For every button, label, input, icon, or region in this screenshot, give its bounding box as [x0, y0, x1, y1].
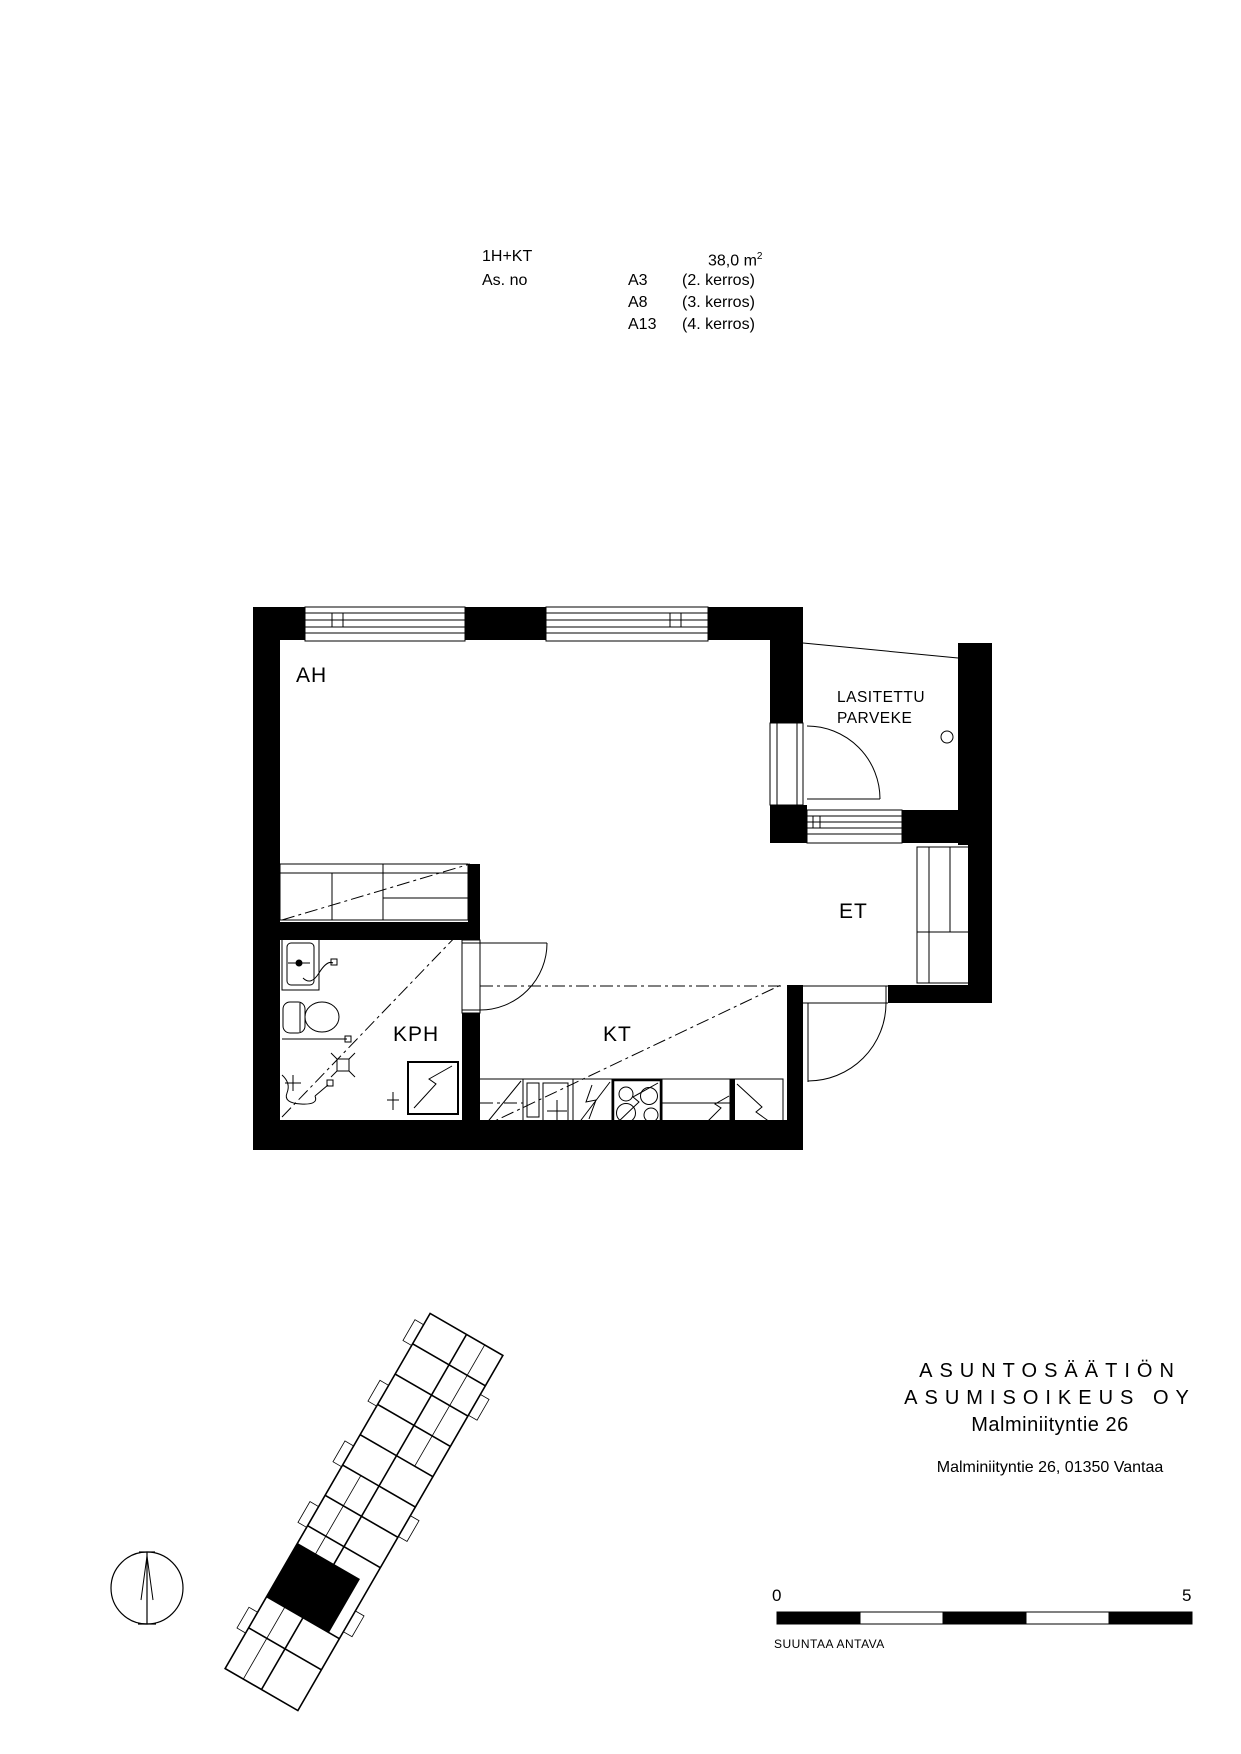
shower-tap — [282, 1075, 399, 1110]
area-exponent: 2 — [756, 251, 763, 262]
balcony-label-line1: LASITETTU — [837, 689, 926, 706]
room-label-hall: ET — [839, 900, 868, 923]
apartment-floor: (2. kerros) — [682, 272, 755, 289]
project-address: Malminiityntie 26, 01350 Vantaa — [936, 1459, 1164, 1476]
apartment-code: A8 — [628, 294, 648, 311]
scale-note: SUUNTAA ANTAVA — [774, 1637, 885, 1651]
area-value: 38,0 m — [708, 252, 757, 270]
title-block — [840, 1360, 1241, 1481]
scale-bar — [777, 1612, 1192, 1624]
project-name: Malminiityntie 26 — [971, 1414, 1129, 1436]
compass-icon — [111, 1552, 183, 1624]
electrical-cabinet — [408, 1062, 458, 1114]
balcony-door — [770, 723, 880, 805]
company-name-line2: ASUMISOIKEUS OY — [904, 1387, 1196, 1409]
bathroom-door — [462, 940, 547, 1013]
kitchen-sink — [527, 1083, 539, 1117]
unit-type-label: 1H+KT — [482, 248, 533, 265]
area-label — [708, 246, 762, 272]
fridge-wall — [730, 1079, 735, 1132]
apartment-floor: (4. kerros) — [682, 316, 755, 333]
company-name-line1: ASUNTOSÄÄTIÖN — [919, 1360, 1181, 1382]
window-balcony — [807, 810, 902, 843]
hall-wardrobe — [917, 847, 970, 983]
room-label-living: AH — [296, 664, 328, 687]
window-living-2 — [546, 607, 708, 641]
scale-start-label: 0 — [772, 1586, 782, 1605]
window-living-1 — [305, 607, 465, 641]
entrance-door — [803, 986, 888, 1082]
centre-lines — [282, 864, 783, 1128]
apartment-code: A13 — [628, 316, 657, 333]
balcony-handle-icon — [941, 731, 953, 743]
room-label-kitchen: KT — [603, 1023, 632, 1046]
balcony-label-line2: PARVEKE — [837, 709, 913, 727]
toilet — [283, 1002, 339, 1033]
apartment-number-label: As. no — [482, 272, 528, 289]
floor-drain — [282, 1036, 355, 1077]
site-plan — [216, 1308, 511, 1715]
scale-end-label: 5 — [1182, 1586, 1192, 1605]
bathroom-sink — [282, 938, 337, 990]
apartment-floor: (3. kerros) — [682, 294, 755, 311]
site-plan-highlighted-unit — [267, 1543, 360, 1633]
room-label-balcony — [837, 688, 925, 730]
room-label-bathroom: KPH — [393, 1023, 440, 1046]
apartment-code: A3 — [628, 272, 648, 289]
closet — [280, 864, 468, 920]
